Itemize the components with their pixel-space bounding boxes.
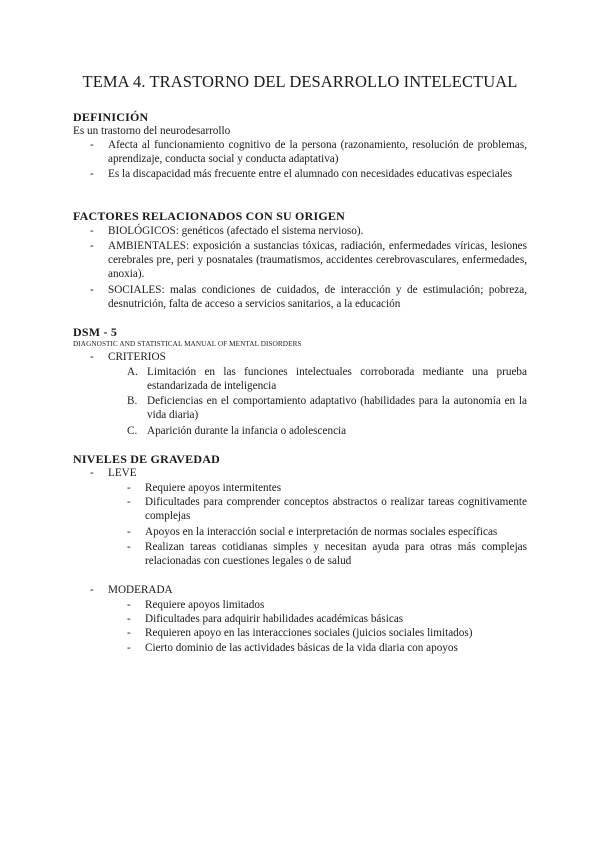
nivel-label: MODERADA <box>108 584 173 596</box>
bullet-dash: - <box>127 526 131 538</box>
list-item-text: Es la discapacidad más frecuente entre el alumnado con necesidades educativas especiales <box>108 168 513 180</box>
list-item-text: SOCIALES: malas condiciones de cuidados, de interacción y de estimulación; pobreza, desnutrición, falta de acceso a servicios sanitarios, a la educación <box>108 284 527 310</box>
bullet-dash: - <box>90 284 94 296</box>
bullet-dash: - <box>127 642 131 654</box>
section-heading-factores: FACTORES RELACIONADOS CON SU ORIGEN <box>73 209 345 223</box>
list-item <box>127 598 527 612</box>
bullet-dash: - <box>90 351 94 363</box>
bullet-dash: - <box>90 139 94 151</box>
nivel-label: LEVE <box>108 467 137 479</box>
list-item <box>127 626 527 640</box>
criterio-item <box>127 424 527 438</box>
list-item-text: Cierto dominio de las actividades básicas de la vida diaria con apoyos <box>145 642 458 654</box>
list-item <box>90 239 527 281</box>
bullet-dash: - <box>127 541 131 553</box>
bullet-dash: - <box>127 627 131 639</box>
list-item-text: Requiere apoyos limitados <box>145 599 265 611</box>
criterio-item <box>127 365 527 393</box>
list-item-text: Afecta al funcionamiento cognitivo de la persona (razonamiento, resolución de problemas, aprendizaje, conducta social y conducta adaptativa) <box>108 139 527 165</box>
criterios-label: CRITERIOS <box>108 351 166 363</box>
criterio-text: Limitación en las funciones intelectuales corroborada mediante una prueba estandarizada de inteligencia <box>147 366 527 392</box>
list-item-text: Dificultades para adquirir habilidades académicas básicas <box>145 613 404 625</box>
page-title: TEMA 4. TRASTORNO DEL DESARROLLO INTELECTUAL <box>82 72 518 91</box>
bullet-dash: - <box>90 584 94 596</box>
criterio-letter: C. <box>127 425 138 437</box>
nivel-moderada <box>90 583 527 597</box>
bullet-dash: - <box>90 467 94 479</box>
section-heading-definicion: DEFINICIÓN <box>73 110 149 124</box>
criterio-letter: B. <box>127 395 138 407</box>
criterio-text: Deficiencias en el comportamiento adaptativo (habilidades para la autonomía en la vida diaria) <box>147 395 527 421</box>
definicion-intro: Es un trastorno del neurodesarrollo <box>73 125 231 137</box>
list-item <box>127 481 527 495</box>
bullet-dash: - <box>127 599 131 611</box>
section-heading-niveles: NIVELES DE GRAVEDAD <box>73 452 220 466</box>
list-item <box>127 612 527 626</box>
nivel-leve <box>90 466 527 480</box>
list-item <box>127 495 527 523</box>
list-item-text: Realizan tareas cotidianas simples y necesitan ayuda para otras más complejas relacionadas con cuestiones legales o de salud <box>145 541 527 567</box>
criterio-text: Aparición durante la infancia o adolescencia <box>147 425 347 437</box>
list-item <box>127 540 527 568</box>
criterio-item <box>127 394 527 422</box>
bullet-dash: - <box>127 613 131 625</box>
list-item-text: BIOLÓGICOS: genéticos (afectado el sistema nervioso). <box>108 225 364 237</box>
list-item <box>127 525 527 539</box>
criterios-item <box>90 350 527 364</box>
list-item-text: Requieren apoyo en las interacciones sociales (juicios sociales limitados) <box>145 627 473 639</box>
list-item-text: Apoyos en la interacción social e interpretación de normas sociales específicas <box>145 526 498 538</box>
list-item <box>90 224 527 238</box>
list-item-text: AMBIENTALES: exposición a sustancias tóxicas, radiación, enfermedades víricas, lesiones cerebrales pre, peri y posnatales (traumatismos, accidentes cerebrovasculares, enfermedades, anoxia). <box>108 240 527 280</box>
bullet-dash: - <box>90 240 94 252</box>
bullet-dash: - <box>90 225 94 237</box>
bullet-dash: - <box>127 496 131 508</box>
criterio-letter: A. <box>127 366 138 378</box>
list-item-text: Requiere apoyos intermitentes <box>145 482 282 494</box>
list-item <box>90 283 527 311</box>
list-item <box>127 641 527 655</box>
bullet-dash: - <box>90 168 94 180</box>
bullet-dash: - <box>127 482 131 494</box>
list-item-text: Dificultades para comprender conceptos abstractos o realizar tareas cognitivamente complejas <box>145 496 527 522</box>
dsm-subtitle: DIAGNOSTIC AND STATISTICAL MANUAL OF MENTAL DISORDERS <box>73 340 302 348</box>
section-heading-dsm: DSM - 5 <box>73 325 118 339</box>
list-item <box>90 138 527 166</box>
list-item <box>90 167 527 181</box>
